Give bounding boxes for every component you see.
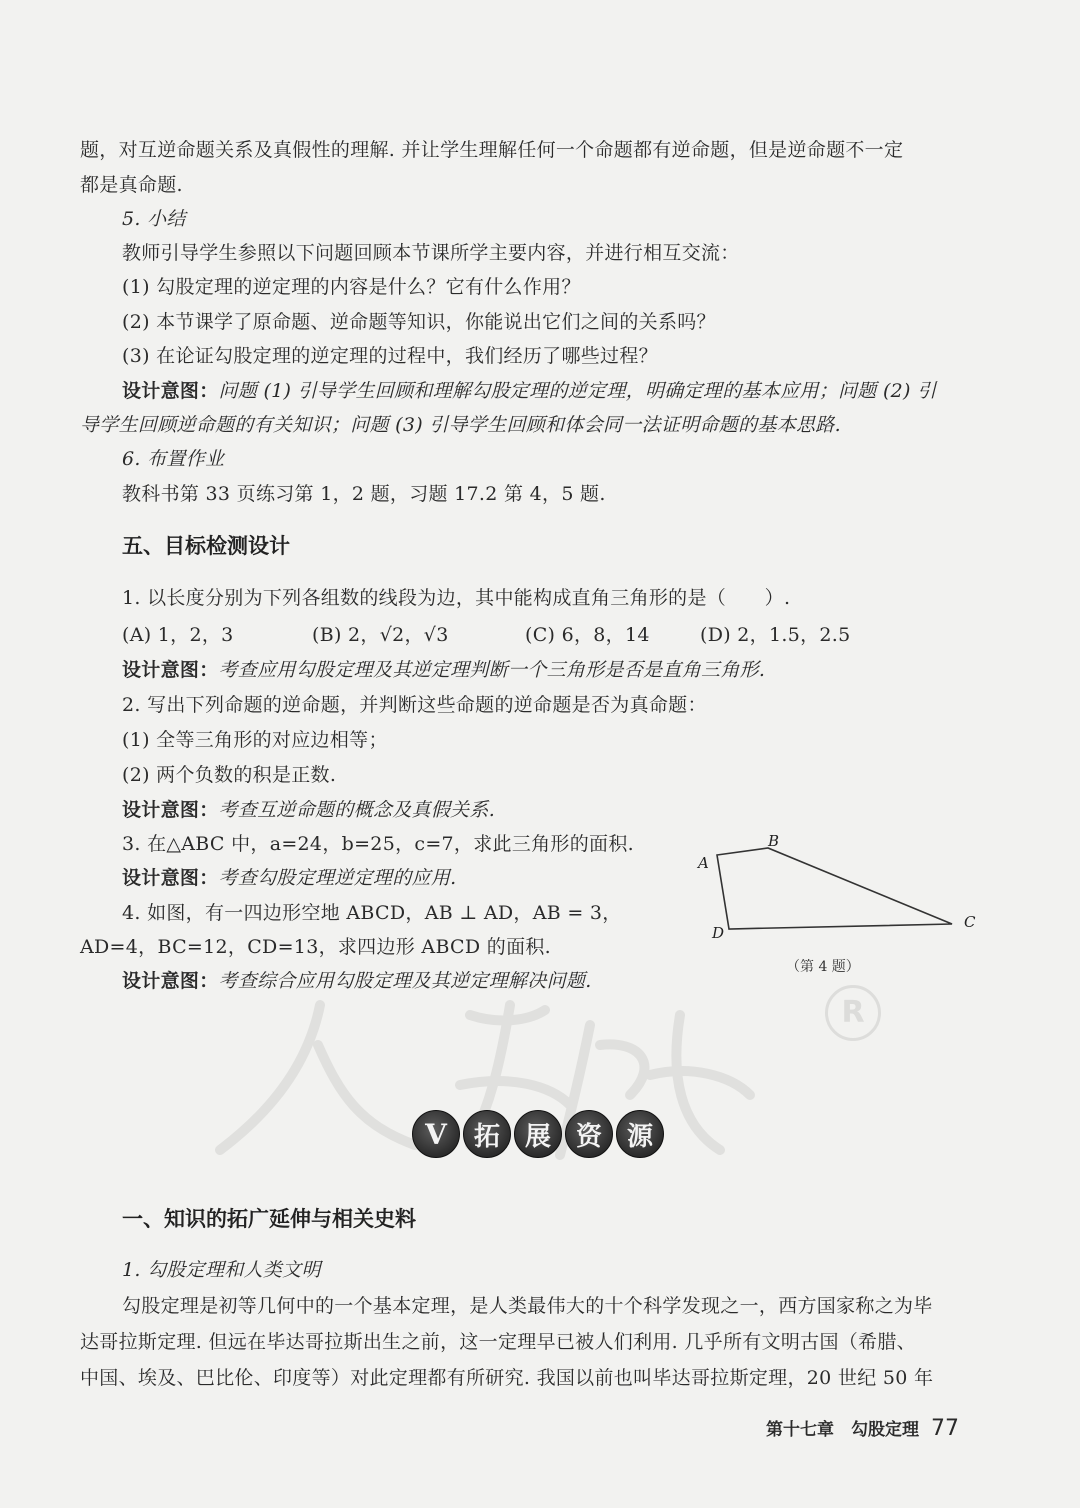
design-intent (122, 864, 456, 892)
paragraph-line: 勾股定理是初等几何中的一个基本定理，是人类最伟大的十个科学发现之一，西方国家称之为毕 (122, 1295, 933, 1317)
question: 2. 写出下列命题的逆命题，并判断这些命题的逆命题是否为真命题： (122, 694, 707, 716)
design-intent-label: 设计意图： (122, 867, 219, 889)
list-item: (2) 本节课学了原命题、逆命题等知识，你能说出它们之间的关系吗？ (122, 311, 716, 333)
vertex-label-a: A (698, 854, 709, 872)
design-intent-label: 设计意图： (122, 970, 219, 992)
banner-char: 展 (514, 1110, 562, 1158)
choice-c: (C) 6，8，14 (525, 624, 650, 646)
section-subheading: 1. 勾股定理和人类文明 (122, 1259, 321, 1281)
question: 1. 以长度分别为下列各组数的线段为边，其中能构成直角三角形的是（ ）. (122, 587, 791, 609)
quadrilateral-figure (690, 828, 990, 978)
page-number: 77 (931, 1416, 959, 1441)
paragraph-line: 中国、埃及、巴比伦、印度等）对此定理都有所研究. 我国以前也叫毕达哥拉斯定理，20 世纪 50 年 (80, 1367, 934, 1389)
vertex-label-c: C (964, 913, 976, 931)
section-heading: 五、目标检测设计 (122, 534, 290, 558)
list-item: (1) 勾股定理的逆定理的内容是什么？它有什么作用？ (122, 276, 581, 298)
list-item: (3) 在论证勾股定理的逆定理的过程中，我们经历了哪些过程？ (122, 345, 658, 367)
design-intent (122, 796, 495, 824)
design-intent (122, 656, 765, 684)
page-footer (766, 1415, 959, 1441)
registered-mark-watermark: R (825, 985, 881, 1041)
question: 3. 在△ABC 中，a=24，b=25，c=7，求此三角形的面积. (122, 833, 634, 855)
vertex-label-d: D (712, 924, 725, 942)
list-item: (2) 两个负数的积是正数. (122, 764, 337, 786)
banner-roman-numeral: V (412, 1110, 460, 1158)
design-intent-text: 考查互逆命题的概念及真假关系. (218, 799, 496, 821)
choice-b: (B) 2，√2，√3 (312, 624, 449, 646)
question: 4. 如图，有一四边形空地 ABCD，AB ⊥ AD，AB = 3， (122, 902, 622, 924)
section-heading: 一、知识的拓广延伸与相关史料 (122, 1207, 416, 1231)
design-intent-label: 设计意图： (122, 799, 219, 821)
design-intent (122, 377, 936, 405)
section-subheading: 6. 布置作业 (122, 448, 225, 470)
question: AD=4，BC=12，CD=13，求四边形 ABCD 的面积. (80, 936, 552, 958)
paragraph-line: 题，对互逆命题关系及真假性的理解. 并让学生理解任何一个命题都有逆命题，但是逆命题不一定 (80, 139, 904, 161)
design-intent-text: 问题 (1) 引导学生回顾和理解勾股定理的逆定理，明确定理的基本应用；问题 (2) 引 (218, 380, 937, 402)
vertex-label-b: B (768, 832, 780, 850)
design-intent-text: 考查勾股定理逆定理的应用. (218, 867, 457, 889)
figure-caption: （第 4 题） (786, 959, 860, 975)
design-intent-label: 设计意图： (122, 659, 219, 681)
paragraph-line: 都是真命题. (80, 174, 183, 196)
section-banner (412, 1110, 664, 1158)
banner-char: 源 (616, 1110, 664, 1158)
choice-d: (D) 2，1.5，2.5 (700, 624, 851, 646)
paragraph-line: 教科书第 33 页练习第 1，2 题，习题 17.2 第 4，5 题. (122, 483, 606, 505)
section-subheading: 5. 小结 (122, 208, 186, 230)
list-item: (1) 全等三角形的对应边相等； (122, 729, 388, 751)
paragraph-line: 教师引导学生参照以下问题回顾本节课所学主要内容，并进行相互交流： (122, 242, 740, 264)
design-intent-text: 考查综合应用勾股定理及其逆定理解决问题. (218, 970, 592, 992)
paragraph-line: 达哥拉斯定理. 但远在毕达哥拉斯出生之前，这一定理早已被人们利用. 几乎所有文明古国（希腊、 (80, 1331, 916, 1353)
choice-a: (A) 1，2，3 (122, 624, 234, 646)
chapter-title: 第十七章 勾股定理 (766, 1420, 919, 1440)
banner-char: 资 (565, 1110, 613, 1158)
quadrilateral-abcd (717, 848, 952, 929)
design-intent-label: 设计意图： (122, 380, 219, 402)
banner-char: 拓 (463, 1110, 511, 1158)
design-intent-text: 考查应用勾股定理及其逆定理判断一个三角形是否是直角三角形. (218, 659, 766, 681)
design-intent-text: 导学生回顾逆命题的有关知识；问题 (3) 引导学生回顾和体会同一法证明命题的基本思路. (80, 414, 841, 436)
